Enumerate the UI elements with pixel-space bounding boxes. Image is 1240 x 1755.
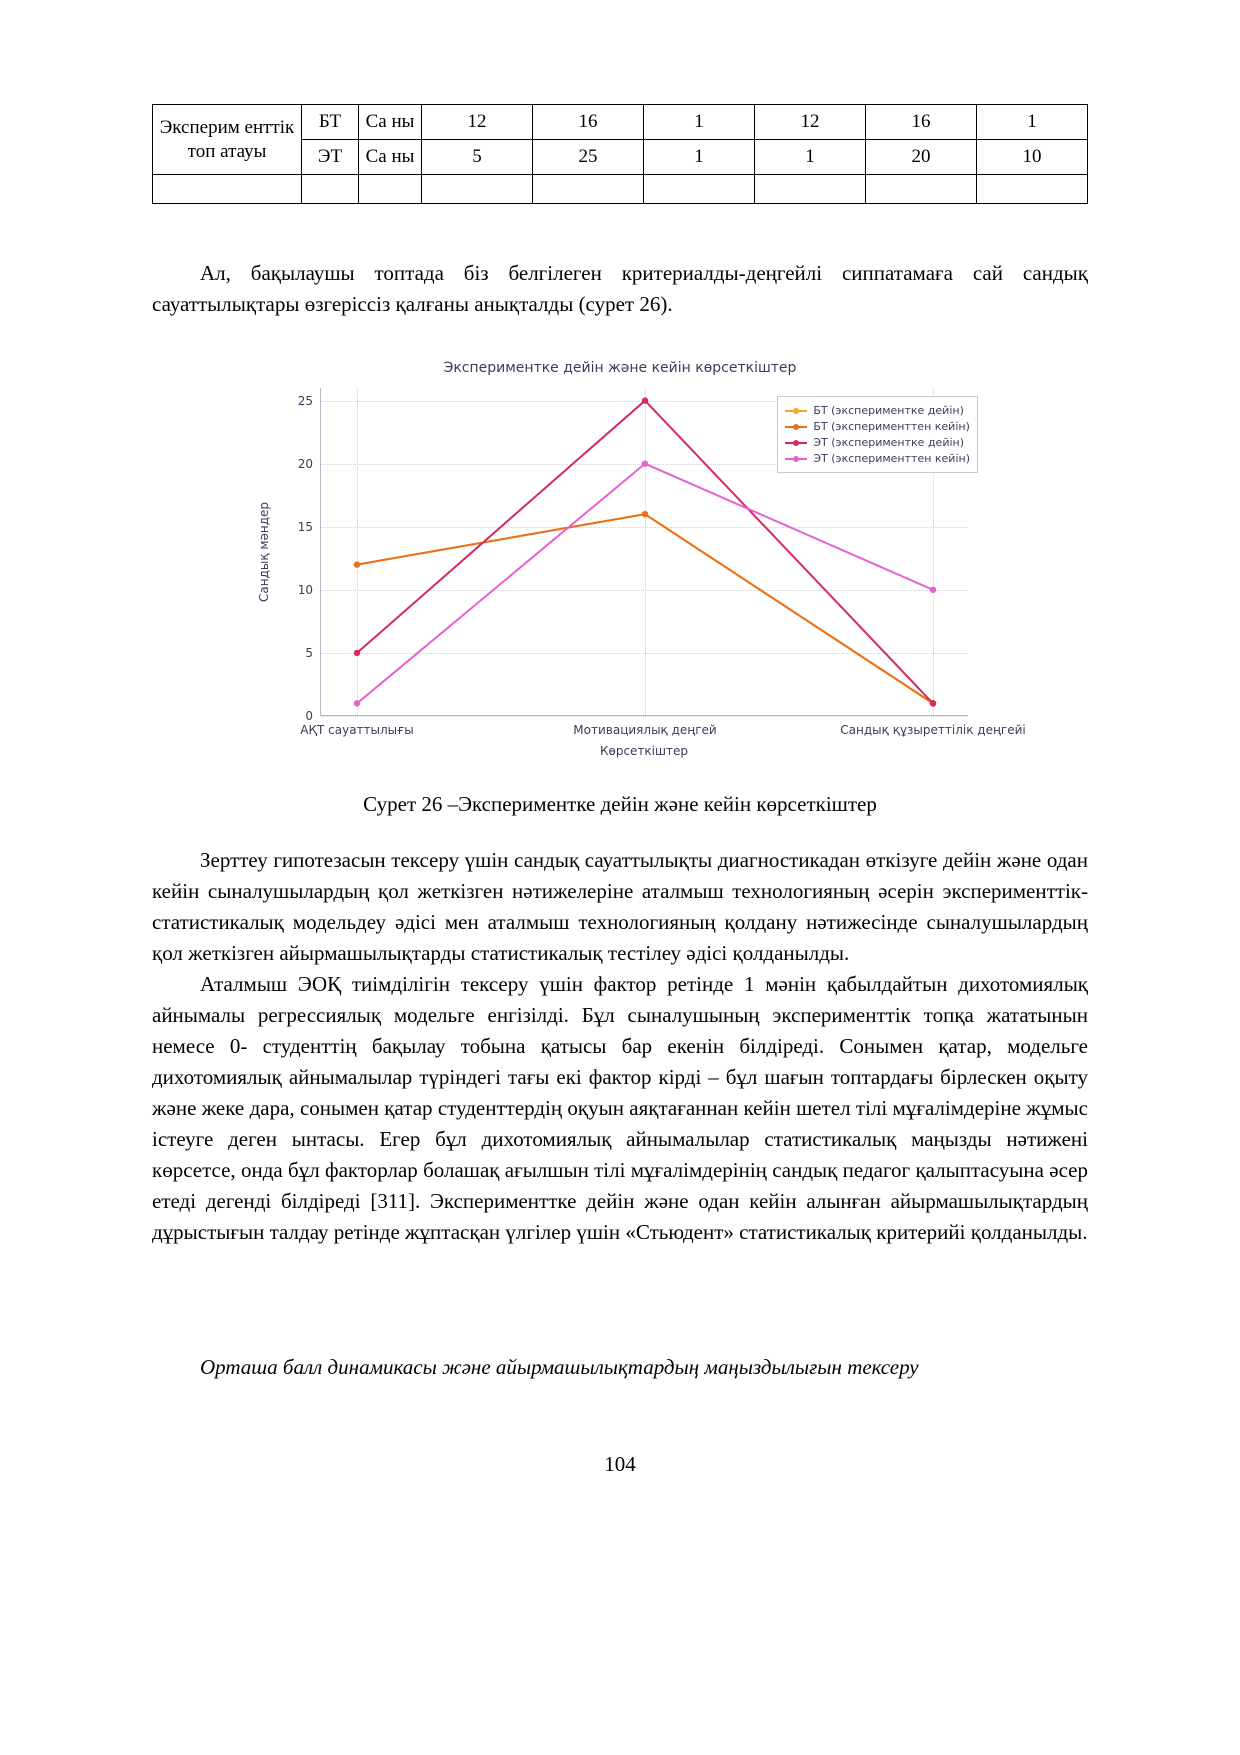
page-number: 104 (604, 1452, 636, 1476)
row-sub: Са ны (359, 140, 422, 175)
legend-label: ЭТ (эксперименттен кейін) (813, 452, 970, 465)
legend-item (785, 435, 970, 450)
cell-value: 5 (422, 140, 533, 175)
series-point (930, 587, 936, 593)
cell-value: 1 (977, 105, 1088, 140)
legend-color-swatch (785, 426, 807, 428)
legend-item (785, 403, 970, 418)
cell-empty (866, 175, 977, 204)
row-sub: Са ны (359, 105, 422, 140)
legend-item (785, 451, 970, 466)
x-tick-label: Сандық құзыреттілік деңгейі (840, 723, 1026, 737)
series-point (642, 511, 648, 517)
figure-caption: Сурет 26 –Экспериментке дейін және кейін көрсеткіштер (363, 792, 877, 816)
legend-color-swatch (785, 458, 807, 460)
subsection-heading (152, 1352, 1088, 1383)
experiment-results-table (152, 104, 1088, 204)
legend-label: ЭТ (экспериментке дейін) (813, 436, 965, 449)
cell-value: 25 (533, 140, 644, 175)
chart-title: Экспериментке дейін және кейін көрсеткіштер (443, 360, 797, 376)
x-tick-label: Мотивациялық деңгей (573, 723, 717, 737)
paragraph-intro (152, 258, 1088, 320)
cell-empty (153, 175, 302, 204)
chart-legend (777, 396, 978, 473)
cell-value: 16 (866, 105, 977, 140)
legend-label: БТ (эксперименттен кейін) (813, 420, 970, 433)
cell-empty (977, 175, 1088, 204)
chart-y-axis-label: Сандық мәндер (257, 502, 271, 602)
legend-color-swatch (785, 442, 807, 444)
cell-value: 1 (644, 105, 755, 140)
paragraph-text: Зерттеу гипотезасын тексеру үшін сандық сауаттылықты диагностикадан өткізуге дейін және одан кейін сыналушылардың қол жеткізген нәтижелеріне аталмыш технологияның әсерін эксперименттік-статистикалық модельдеу әдісі мен аталмыш технологияның қолдану нәтижесінде сыналушылардың қол жеткізген айырмашылықтарды статистикалық тестілеу әдісі қолданылды. (152, 848, 1088, 965)
cell-value: 1 (755, 140, 866, 175)
series-line (357, 464, 933, 704)
row-key: БТ (302, 105, 359, 140)
cell-empty (302, 175, 359, 204)
y-tick-label: 15 (297, 519, 313, 534)
cell-empty (422, 175, 533, 204)
cell-empty (644, 175, 755, 204)
paragraph-text: Орташа балл динамикасы және айырмашылықтардың маңыздылығын тексеру (200, 1355, 919, 1379)
series-point (354, 650, 360, 656)
series-line (357, 514, 933, 703)
gridline (321, 716, 968, 717)
series-point (642, 397, 648, 403)
series-point (354, 700, 360, 706)
series-point (930, 700, 936, 706)
chart-area (257, 380, 1026, 768)
figure-chart (257, 360, 1026, 780)
cell-empty (755, 175, 866, 204)
cell-value: 12 (755, 105, 866, 140)
table-row (153, 175, 1088, 204)
data-table-wrapper (152, 104, 1088, 204)
paragraph-text: Ал, бақылаушы топтада біз белгілеген критериалды-деңгейлі сиппатамаға сай сандық сауаттылықтары өзгеріссіз қалғаны анықталды (сурет 26). (152, 261, 1088, 316)
series-point (642, 460, 648, 466)
group-name-label: Эксперим енттік топ атауы (153, 105, 302, 175)
y-tick-label: 20 (297, 456, 313, 471)
legend-item (785, 419, 970, 434)
cell-value: 10 (977, 140, 1088, 175)
cell-value: 12 (422, 105, 533, 140)
row-key: ЭТ (302, 140, 359, 175)
legend-color-swatch (785, 410, 807, 412)
table-row (153, 105, 1088, 140)
cell-empty (359, 175, 422, 204)
y-tick-label: 5 (305, 645, 313, 660)
cell-value: 16 (533, 105, 644, 140)
paragraph-body (152, 845, 1088, 1248)
cell-empty (533, 175, 644, 204)
y-tick-label: 0 (305, 709, 313, 723)
x-tick-label: АҚТ сауаттылығы (300, 723, 414, 737)
legend-label: БТ (экспериментке дейін) (813, 404, 964, 417)
series-line (357, 514, 933, 703)
chart-x-axis-label: Көрсеткіштер (599, 744, 688, 758)
y-tick-label: 25 (297, 393, 313, 408)
cell-value: 20 (866, 140, 977, 175)
paragraph-text: Аталмыш ЭОҚ тиімділігін тексеру үшін фактор ретінде 1 мәнін қабылдайтын дихотомиялық айнымалы регрессиялық модельге енгізілді. Бұл сыналушының эксперименттік топқа жататынын немесе 0- студенттің бақылау тобына қатысы бар екенін білдіреді. Сонымен қатар, модельге дихотомиялық айнымалылар түріндегі тағы екі фактор кірді – бұл шағын топтардағы бірлескен оқыту және жеке дара, сонымен қатар студенттердің оқуын аяқтағаннан кейін шетел тілі мұғалімдеріне жұмыс істеуге деген ынтасы. Егер бұл дихотомиялық айнымалылар статистикалық маңызды нәтижені көрсетсе, онда бұл факторлар болашақ ағылшын тілі мұғалімдерінің сандық педагог қалыптасуына әсер етеді дегенді білдіреді [311]. Эксперименттке дейін және одан кейін алынған айырмашылықтардың дұрыстығын талдау ретінде жұптасқан үлгілер үшін «Стьюдент» статистикалық критерийі қолданылды. (152, 972, 1088, 1244)
series-point (354, 561, 360, 567)
cell-value: 1 (644, 140, 755, 175)
y-tick-label: 10 (297, 582, 313, 597)
